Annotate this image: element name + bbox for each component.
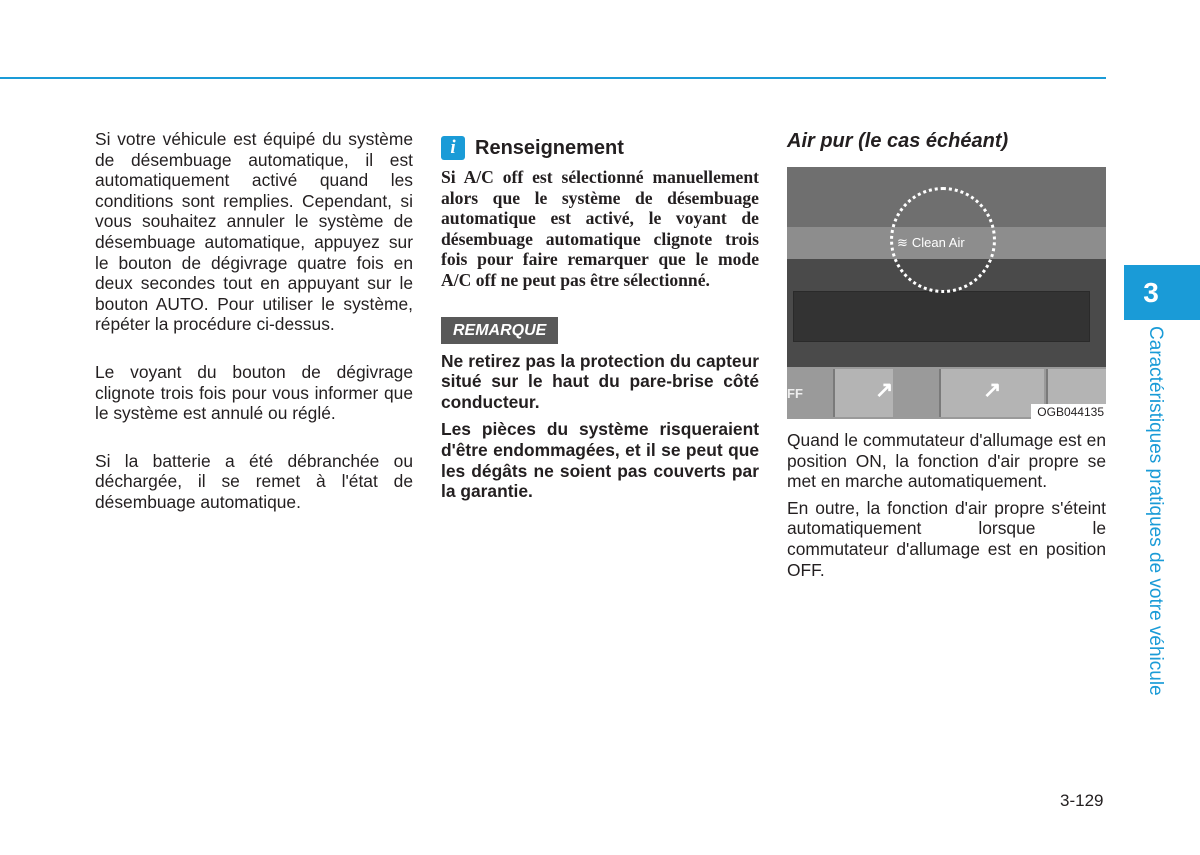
paragraph-battery: Si la batterie a été débranchée ou déchargée, il se remet à l'état de désembuage automatique. [95, 450, 413, 512]
info-title: Renseignement [475, 136, 624, 159]
info-header [441, 135, 759, 161]
info-body: Si A/C off est sélectionné manuellement alors que le système de désembuage automatique est activé, le voyant de désembuage automatique clignote trois fois pour faire remarquer que le mode A/C off ne peut pas être sélectionné. [441, 167, 759, 290]
column-right [787, 129, 1106, 580]
clean-air-indicator [897, 235, 965, 251]
paragraph-clean-air-on: Quand le commutateur d'allumage est en position ON, la fonction d'air propre se met en marche automatiquement. [787, 430, 1106, 492]
air-flow-icon: ≋ [897, 235, 908, 250]
column-middle [441, 129, 759, 502]
airflow-arrow-icon: ↗ [983, 377, 1002, 402]
column-left [95, 129, 413, 513]
header-rule [0, 77, 1106, 79]
paragraph-clean-air-off: En outre, la fonction d'air propre s'éteint automatiquement lorsque le commutateur d'allumage est en position OFF. [787, 497, 1106, 580]
remark-text-2: Les pièces du système risqueraient d'être endommagées, et il se peut que les dégâts ne soient pas couverts par la garantie. [441, 419, 759, 502]
airflow-arrow-icon: ↗ [875, 377, 894, 402]
remark-text-1: Ne retirez pas la protection du capteur situé sur le haut du pare-brise côté conducteur. [441, 350, 759, 412]
remark-badge: REMARQUE [441, 317, 558, 344]
paragraph-defrost-indicator: Le voyant du bouton de dégivrage clignote trois fois pour vous informer que le système est annulé ou réglé. [95, 361, 413, 424]
page-number: 3-129 [1060, 791, 1104, 810]
chapter-title: Caractéristiques pratiques de votre véhicule [1145, 326, 1166, 696]
button-partial-label: FF [787, 386, 803, 401]
clean-air-panel-photo [787, 167, 1106, 419]
chapter-tab: 3 [1124, 265, 1200, 320]
info-icon: i [441, 136, 465, 160]
section-title: Air pur (le cas échéant) [787, 130, 1009, 152]
paragraph-auto-defog: Si votre véhicule est équipé du système de désembuage automatique, il est automatiquement activé quand les conditions sont remplies. Cependant, si vous souhaitez annuler le système de désembuage automatique, appuyez sur le bouton de dégivrage quatre fois en deux secondes tout en appuyant sur le bouton AUTO. Pour utiliser le système, répéter la procédure ci-dessus. [95, 129, 413, 335]
clean-air-label: Clean Air [911, 235, 965, 250]
image-code: OGB044135 [1031, 404, 1106, 419]
display-screen [793, 291, 1090, 342]
